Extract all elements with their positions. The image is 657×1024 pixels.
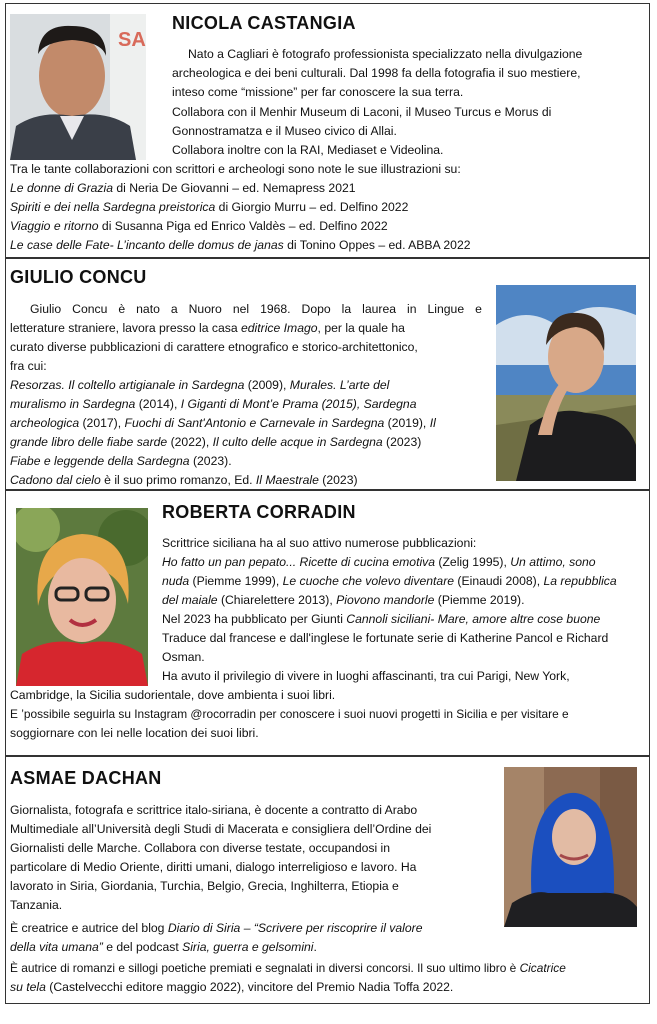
bio-line: Giornalisti delle Marche. Collabora con diverse testate, occupandosi in (10, 841, 391, 855)
profile-nicola-castangia (5, 3, 650, 258)
work-title: archeologica (10, 416, 80, 430)
bio-line: Multimediale all’Università degli Studi di Macerata e consigliera dell’Ordine dei (10, 822, 432, 836)
word: Lingue (427, 302, 465, 316)
word: Concu (72, 302, 108, 316)
work-title: Il (429, 416, 436, 430)
work-title: grande libro delle fiabe sarde (10, 435, 168, 449)
text: e del podcast (102, 940, 183, 954)
word: è (118, 302, 126, 316)
work-title: Cicatrice (519, 961, 566, 975)
work-title: Murales. L’arte del (289, 378, 390, 392)
work-title: Resorzas. Il coltello artigianale in Sardegna (10, 378, 245, 392)
bio-line (162, 610, 600, 629)
work-title: del maiale (162, 593, 218, 607)
bio-line: Ha avuto il privilegio di vivere in luoghi affascinanti, tra cui Parigi, New York, (162, 669, 570, 683)
person-name: ROBERTA CORRADIN (162, 502, 356, 522)
podcast-title: Siria, guerra e gelsomini (182, 940, 314, 954)
work-title: I Giganti di Mont’e Prama (2015), Sardegna (180, 397, 417, 411)
bio-line (10, 978, 453, 997)
text: È creatrice e autrice del blog (10, 921, 168, 935)
work-title: Viaggio e ritorno (10, 219, 99, 233)
work-title: Piovono mandorle (336, 593, 435, 607)
text: (2014), (135, 397, 181, 411)
bio-line (10, 414, 436, 433)
text: (Piemme 2019). (434, 593, 525, 607)
bio-line (10, 319, 405, 338)
portrait-photo-nicola (10, 14, 146, 160)
bio-line: inteso come “missione” per far conoscere la sua terra. (172, 85, 464, 99)
bio-line: Collabora con il Menhir Museum di Laconi, il Museo Turcus e Morus di (172, 105, 552, 119)
bio-line: archeologica e dei beni culturali. Dal 1998 fa della fotografia il suo mestiere, (172, 66, 581, 80)
bio-line: E ’possibile seguirla su Instagram @rocorradin per conoscere i suoi nuovi progetti in Sicilia e per visitare e (10, 707, 569, 721)
bio-line (10, 376, 389, 395)
blog-title: Diario di Siria – “Scrivere per riscoprire il valore (167, 921, 423, 935)
person-name: NICOLA CASTANGIA (172, 13, 356, 33)
blog-title: della vita umana” (10, 940, 103, 954)
word: 1968. (260, 302, 291, 316)
work-item (10, 198, 408, 217)
bio-line: fra cui: (10, 359, 47, 373)
work-title: muralismo in Sardegna (10, 397, 136, 411)
text: . (313, 940, 317, 954)
word: nel (232, 302, 250, 316)
bio-line: Tanzania. (10, 898, 63, 912)
bio-line: lavorato in Siria, Giordania, Turchia, Belgio, Grecia, Inghilterra, Etiopia e (10, 879, 399, 893)
work-title: La repubblica (543, 574, 617, 588)
text: È autrice di romanzi e sillogi poetiche premiati e segnalati in diversi concorsi. Il suo ultimo libro è (10, 961, 520, 975)
bio-line: Traduce dal francese e dall'inglese le fortunate serie di Katherine Pancol e Richard (162, 631, 609, 645)
text: (2019), (384, 416, 430, 430)
publisher-name: editrice Imago (241, 321, 318, 335)
text: (2017), (79, 416, 125, 430)
portrait-photo-roberta (16, 508, 148, 686)
bio-line (10, 395, 416, 414)
publisher-name: Il Maestrale (255, 473, 319, 487)
work-title: Cannoli siciliani- Mare, amore altre cose buone (346, 612, 601, 626)
work-title: Spiriti e dei nella Sardegna preistorica (10, 200, 216, 214)
text: (2022), (167, 435, 213, 449)
profile-asmae-dachan (5, 756, 650, 1004)
bio-line: particolare di Medio Oriente, diritti umani, dialogo interreligioso e lavoro. Ha (10, 860, 417, 874)
word: la (341, 302, 352, 316)
bio-line: Gonnostramatza e il Museo civico di Allai. (172, 124, 397, 138)
work-item (10, 236, 471, 255)
text: Nel 2023 ha pubblicato per Giunti (162, 612, 347, 626)
bio-line (10, 452, 232, 471)
bio-line: Osman. (162, 650, 205, 664)
bio-line (10, 938, 317, 957)
bio-line: Collabora inoltre con la RAI, Mediaset e Videolina. (172, 143, 444, 157)
word: laurea (362, 302, 397, 316)
text: (2023) (382, 435, 422, 449)
word: Nuoro (188, 302, 222, 316)
bio-line: Scrittrice siciliana ha al suo attivo numerose pubblicazioni: (162, 536, 477, 550)
text: , per la quale ha (317, 321, 405, 335)
work-title: Ho fatto un pan pepato... Ricette di cucina emotiva (162, 555, 436, 569)
work-title: Le case delle Fate- L’incanto delle domus de janas (10, 238, 284, 252)
bio-line (162, 591, 524, 610)
bio-line (30, 300, 482, 319)
word: Dopo (301, 302, 331, 316)
text: (Zelig 1995), (435, 555, 511, 569)
bio-line: curato diverse pubblicazioni di carattere etnografico e storico-architettonico, (10, 340, 418, 354)
word: e (475, 302, 482, 316)
text: (Einaudi 2008), (454, 574, 544, 588)
word: a (170, 302, 178, 316)
bio-line: soggiornare con lei nelle location dei suoi libri. (10, 726, 259, 740)
work-item (10, 179, 356, 198)
word: Giulio (30, 302, 62, 316)
bio-line: Tra le tante collaborazioni con scrittori e archeologi sono note le sue illustrazioni su: (10, 162, 461, 176)
bio-line: Cambridge, la Sicilia sudorientale, dove ambienta i suoi libri. (10, 688, 336, 702)
word: in (407, 302, 417, 316)
word: nato (136, 302, 160, 316)
text: (2023). (189, 454, 232, 468)
bio-line (10, 959, 566, 978)
work-title: Cadono dal cielo (10, 473, 101, 487)
work-title: Le donne di Grazia (10, 181, 113, 195)
bio-line (162, 572, 617, 591)
text: (Piemme 1999), (189, 574, 283, 588)
work-item (10, 217, 388, 236)
svg-text:SA: SA (118, 29, 146, 51)
bio-line (10, 433, 421, 452)
text: (Chiarelettere 2013), (217, 593, 337, 607)
portrait-photo-giulio (496, 285, 636, 481)
work-title: Le cuoche che volevo diventare (282, 574, 455, 588)
person-name: ASMAE DACHAN (10, 768, 162, 788)
person-name: GIULIO CONCU (10, 267, 147, 287)
text: (Castelvecchi editore maggio 2022), vincitore del Premio Nadia Toffa 2022. (45, 980, 454, 994)
text: (2009), (244, 378, 290, 392)
bio-line (162, 553, 596, 572)
text: letterature straniere, lavora presso la casa (10, 321, 241, 335)
work-credit: di Tonino Oppes – ed. ABBA 2022 (283, 238, 471, 252)
bio-line: Giornalista, fotografa e scrittrice italo-siriana, è docente a contratto di Arabo (10, 803, 418, 817)
profile-giulio-concu (5, 258, 650, 490)
profile-roberta-corradin (5, 490, 650, 756)
work-title: Fuochi di Sant'Antonio e Carnevale in Sardegna (124, 416, 385, 430)
text: (2023) (318, 473, 358, 487)
portrait-photo-asmae (504, 767, 637, 927)
bio-line: Nato a Cagliari è fotografo professionista specializzato nella divulgazione (188, 47, 583, 61)
work-credit: di Neria De Giovanni – ed. Nemapress 2021 (113, 181, 356, 195)
work-title: Il culto delle acque in Sardegna (212, 435, 383, 449)
work-credit: di Giorgio Murru – ed. Delfino 2022 (215, 200, 409, 214)
work-title: Fiabe e leggende della Sardegna (10, 454, 190, 468)
bio-line (10, 919, 423, 938)
work-title: Un attimo, sono (510, 555, 596, 569)
work-credit: di Susanna Piga ed Enrico Valdès – ed. Delfino 2022 (98, 219, 388, 233)
work-title: nuda (162, 574, 190, 588)
bio-line (10, 471, 358, 490)
text: è il suo primo romanzo, Ed. (100, 473, 256, 487)
work-title: su tela (10, 980, 46, 994)
